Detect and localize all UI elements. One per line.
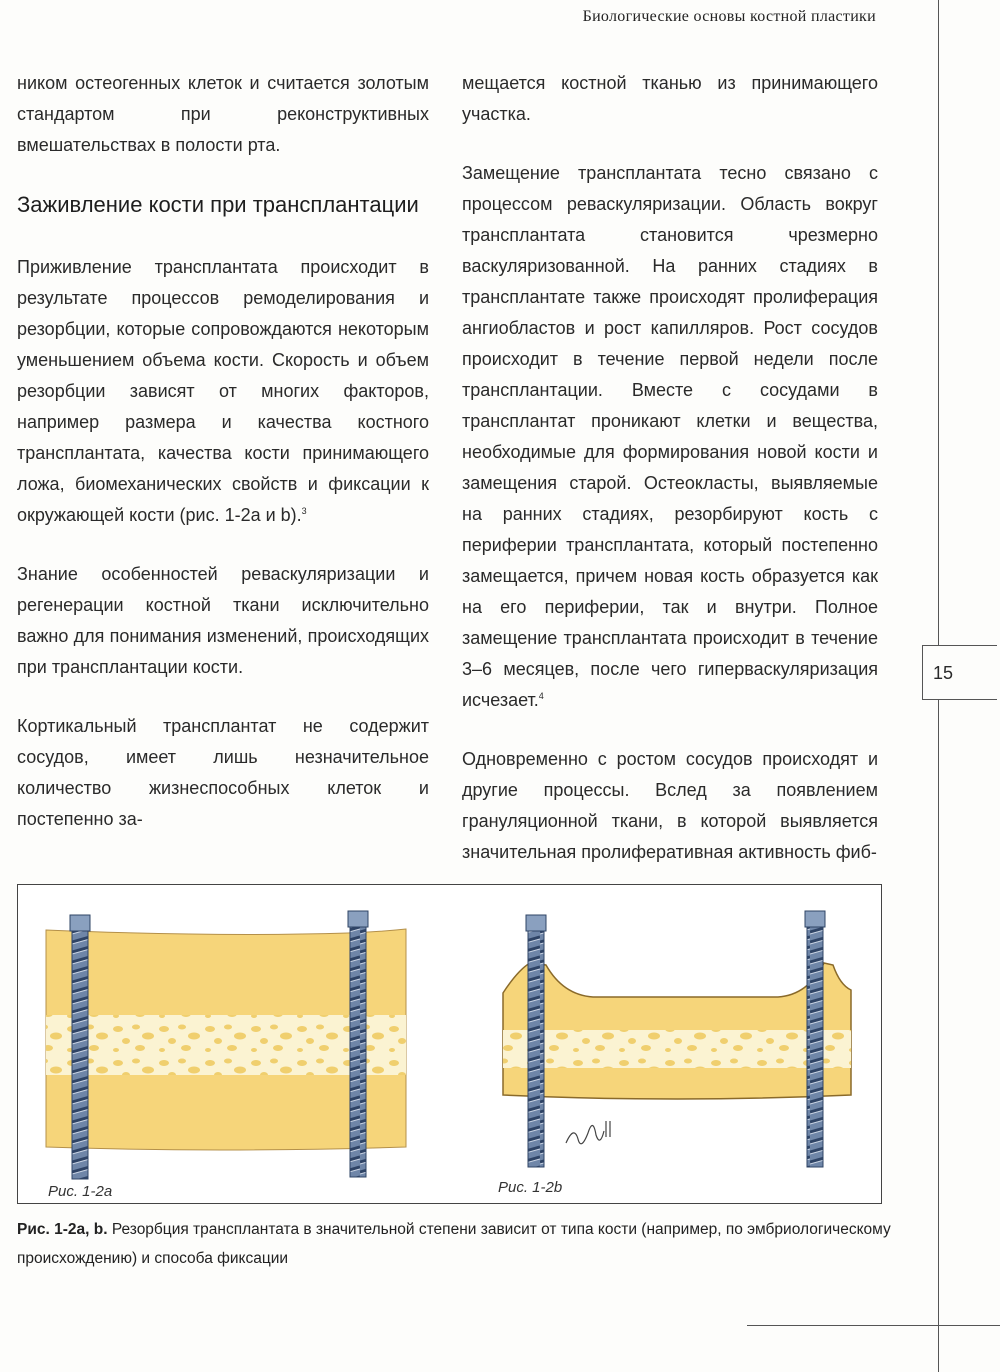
paragraph-text: Замещение трансплантата тесно связано с процессом реваскуляризации. Область вокруг трансплантата становится чрезмерно васкуляризованной. На ранних стадиях в трансплантате также происходят пролиферация ангиобластов и рост капилляров. Рост сосудов происходит в течение первой недели после трансплантации. Вместе с сосудами в трансплантат проникают клетки и вещества, необходимые для формирования новой кости и замещения старой. Остеокласты, выявляемые на ранних стадиях, резорбируют кость с периферии трансплантата, который постепенно замещается, причем новая кость образуется как на его периферии, так и внутри. Полное замещение трансплантата происходит в течение 3–6 месяцев, после чего гиперваскуляризация исчезает. <box>462 163 878 710</box>
paragraph-cortical: Кортикальный трансплантат не содержит сосудов, имеет лишь незначительное количество жизнеспособных клеток и постепенно за- <box>17 716 429 829</box>
figure-a-drawing <box>46 911 406 1179</box>
caption-label: Рис. 1-2a, b. <box>17 1221 108 1238</box>
section-heading: Заживление кости при трансплантации <box>17 192 419 217</box>
running-header: Биологические основы костной пластики <box>582 8 876 25</box>
paragraph-processes: Одновременно с ростом сосудов происходят и другие процессы. Вслед за появлением грануляционной ткани, в которой выявляется значительная пролиферативная активность фиб- <box>462 749 878 862</box>
right-column <box>462 68 878 896</box>
paragraph-replacement <box>462 158 878 716</box>
paragraph-revascularization: Знание особенностей реваскуляризации и регенерации костной ткани исключительно важно для понимания изменений, происходящих при трансплантации кости. <box>17 564 429 677</box>
figure-label-a: Рис. 1-2a <box>48 1183 113 1200</box>
left-column <box>17 68 429 863</box>
figure-panel <box>17 884 882 1204</box>
figure-label-b: Рис. 1-2b <box>498 1179 563 1196</box>
paragraph-continuation-right: мещается костной тканью из принимающего участка. <box>462 73 878 124</box>
page-number: 15 <box>922 645 997 700</box>
reference-superscript: 3 <box>301 506 307 516</box>
figure-b-drawing <box>503 911 851 1167</box>
paragraph-text: Приживление трансплантата происходит в результате процессов ремоделирования и резорбции, которые сопровождаются некоторым уменьшением объема кости. Скорость и объем резорбции зависят от многих факторов, например размера и качества костного трансплантата, качества кости принимающего ложа, биомеханических свойств и фиксации к окружающей кости (рис. 1-2a и b). <box>17 257 429 525</box>
bone-graft-illustration <box>18 885 883 1205</box>
caption-text: Резорбция трансплантата в значительной степени зависит от типа кости (например, по эмбриологическому происхождению) и способа фиксации <box>17 1221 891 1267</box>
margin-rule-horizontal <box>747 1325 1000 1326</box>
reference-superscript: 4 <box>538 691 544 701</box>
figure-caption <box>17 1215 897 1273</box>
paragraph-engraftment <box>17 252 429 531</box>
paragraph-continuation: ником остеогенных клеток и считается золотым стандартом при реконструктивных вмешательствах в полости рта. <box>17 73 429 155</box>
